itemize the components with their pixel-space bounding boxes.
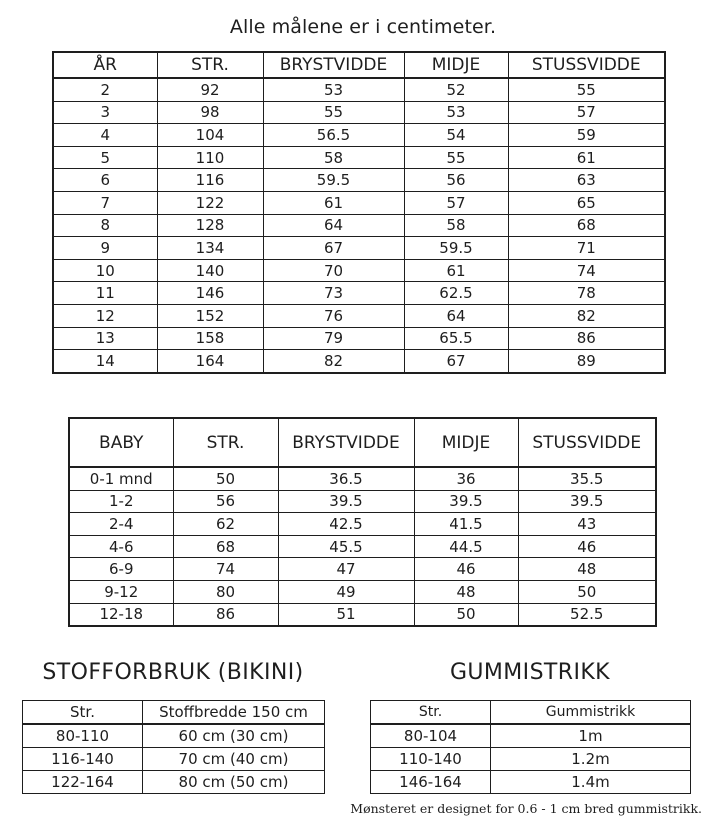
page-heading: Alle målene er i centimeter. xyxy=(229,16,497,38)
table-row xyxy=(53,146,665,169)
table-cell: 152 xyxy=(157,304,263,327)
kids-size-table xyxy=(52,51,666,374)
table-cell: 2 xyxy=(53,78,157,101)
table-cell: 62.5 xyxy=(404,282,508,305)
table-cell: 80 cm (50 cm) xyxy=(143,771,325,794)
column-header-age: ÅR xyxy=(53,52,157,78)
table-row xyxy=(69,603,656,626)
table-cell: 3 xyxy=(53,101,157,124)
table-cell: 50 xyxy=(414,603,518,626)
kids-table-body xyxy=(53,78,665,373)
baby-size-table xyxy=(68,417,657,627)
table-cell: 9 xyxy=(53,237,157,260)
table-cell: 64 xyxy=(404,304,508,327)
table-row xyxy=(23,724,325,748)
table-cell: 8 xyxy=(53,214,157,237)
table-cell: 70 xyxy=(263,259,404,282)
table-cell: 39.5 xyxy=(518,490,656,513)
table-row xyxy=(53,78,665,101)
column-header-hip: STUSSVIDDE xyxy=(508,52,665,78)
table-cell: 73 xyxy=(263,282,404,305)
table-cell: 57 xyxy=(508,101,665,124)
elastic-table-body xyxy=(371,724,691,794)
table-cell: 4 xyxy=(53,124,157,147)
table-cell: 51 xyxy=(278,603,414,626)
table-cell: 82 xyxy=(508,304,665,327)
column-header-size: Str. xyxy=(371,701,491,725)
table-cell: 13 xyxy=(53,327,157,350)
table-header-row xyxy=(53,52,665,78)
table-row xyxy=(69,490,656,513)
table-cell: 5 xyxy=(53,146,157,169)
table-cell: 9-12 xyxy=(69,580,173,603)
table-cell: 10 xyxy=(53,259,157,282)
table-cell: 47 xyxy=(278,558,414,581)
table-row xyxy=(53,350,665,373)
table-cell: 80-104 xyxy=(371,724,491,748)
elastic-table xyxy=(370,700,691,794)
column-header-chest: BRYSTVIDDE xyxy=(263,52,404,78)
table-cell: 2-4 xyxy=(69,513,173,536)
column-header-waist: MIDJE xyxy=(404,52,508,78)
table-cell: 98 xyxy=(157,101,263,124)
table-cell: 74 xyxy=(173,558,278,581)
baby-table-body xyxy=(69,467,656,626)
table-row xyxy=(69,535,656,558)
table-cell: 60 cm (30 cm) xyxy=(143,724,325,748)
table-row xyxy=(69,467,656,490)
table-cell: 134 xyxy=(157,237,263,260)
column-header-size: STR. xyxy=(157,52,263,78)
table-cell: 110 xyxy=(157,146,263,169)
table-row xyxy=(23,771,325,794)
table-cell: 58 xyxy=(404,214,508,237)
table-cell: 6-9 xyxy=(69,558,173,581)
table-cell: 53 xyxy=(404,101,508,124)
table-cell: 89 xyxy=(508,350,665,373)
table-cell: 104 xyxy=(157,124,263,147)
table-cell: 68 xyxy=(508,214,665,237)
table-row xyxy=(53,124,665,147)
table-cell: 39.5 xyxy=(414,490,518,513)
table-cell: 12 xyxy=(53,304,157,327)
table-cell: 46 xyxy=(518,535,656,558)
table-cell: 92 xyxy=(157,78,263,101)
table-row xyxy=(53,327,665,350)
table-cell: 65 xyxy=(508,191,665,214)
table-cell: 116 xyxy=(157,169,263,192)
table-cell: 110-140 xyxy=(371,748,491,771)
table-cell: 76 xyxy=(263,304,404,327)
table-cell: 158 xyxy=(157,327,263,350)
table-cell: 116-140 xyxy=(23,748,143,771)
table-cell: 67 xyxy=(404,350,508,373)
table-cell: 50 xyxy=(173,467,278,490)
table-cell: 128 xyxy=(157,214,263,237)
table-row xyxy=(53,282,665,305)
table-row xyxy=(371,771,691,794)
table-cell: 67 xyxy=(263,237,404,260)
table-cell: 45.5 xyxy=(278,535,414,558)
table-cell: 52 xyxy=(404,78,508,101)
table-cell: 48 xyxy=(518,558,656,581)
table-cell: 12-18 xyxy=(69,603,173,626)
table-cell: 54 xyxy=(404,124,508,147)
table-cell: 56.5 xyxy=(263,124,404,147)
table-cell: 122-164 xyxy=(23,771,143,794)
table-cell: 122 xyxy=(157,191,263,214)
table-cell: 41.5 xyxy=(414,513,518,536)
column-header-hip: STUSSVIDDE xyxy=(518,418,656,467)
table-cell: 86 xyxy=(508,327,665,350)
table-cell: 44.5 xyxy=(414,535,518,558)
table-row xyxy=(53,101,665,124)
table-cell: 36.5 xyxy=(278,467,414,490)
table-row xyxy=(53,191,665,214)
table-row xyxy=(53,237,665,260)
column-header-fabric-width: Stoffbredde 150 cm xyxy=(143,701,325,725)
table-cell: 52.5 xyxy=(518,603,656,626)
table-cell: 39.5 xyxy=(278,490,414,513)
table-cell: 50 xyxy=(518,580,656,603)
table-cell: 74 xyxy=(508,259,665,282)
table-header-row xyxy=(69,418,656,467)
table-cell: 1m xyxy=(491,724,691,748)
table-cell: 80 xyxy=(173,580,278,603)
table-cell: 11 xyxy=(53,282,157,305)
table-cell: 59.5 xyxy=(404,237,508,260)
table-row xyxy=(23,748,325,771)
table-row xyxy=(53,169,665,192)
footnote: Mønsteret er designet for 0.6 - 1 cm bred gummistrikk. xyxy=(350,801,702,816)
table-cell: 61 xyxy=(263,191,404,214)
table-cell: 63 xyxy=(508,169,665,192)
table-cell: 46 xyxy=(414,558,518,581)
table-cell: 49 xyxy=(278,580,414,603)
table-cell: 0-1 mnd xyxy=(69,467,173,490)
table-cell: 64 xyxy=(263,214,404,237)
fabric-usage-table xyxy=(22,700,325,794)
table-cell: 59 xyxy=(508,124,665,147)
table-cell: 6 xyxy=(53,169,157,192)
table-cell: 35.5 xyxy=(518,467,656,490)
table-header-row xyxy=(371,701,691,725)
table-cell: 1.2m xyxy=(491,748,691,771)
column-header-size: STR. xyxy=(173,418,278,467)
table-cell: 56 xyxy=(404,169,508,192)
column-header-chest: BRYSTVIDDE xyxy=(278,418,414,467)
table-cell: 79 xyxy=(263,327,404,350)
table-cell: 82 xyxy=(263,350,404,373)
table-row xyxy=(53,259,665,282)
table-cell: 55 xyxy=(263,101,404,124)
table-cell: 61 xyxy=(508,146,665,169)
table-cell: 1.4m xyxy=(491,771,691,794)
table-cell: 65.5 xyxy=(404,327,508,350)
table-row xyxy=(69,513,656,536)
column-header-size: Str. xyxy=(23,701,143,725)
table-header-row xyxy=(23,701,325,725)
fabric-usage-title: STOFFORBRUK (BIKINI) xyxy=(42,660,304,685)
table-cell: 53 xyxy=(263,78,404,101)
table-cell: 55 xyxy=(404,146,508,169)
table-cell: 62 xyxy=(173,513,278,536)
table-cell: 42.5 xyxy=(278,513,414,536)
table-cell: 56 xyxy=(173,490,278,513)
table-cell: 80-110 xyxy=(23,724,143,748)
table-row xyxy=(371,748,691,771)
fabric-table-body xyxy=(23,724,325,794)
table-cell: 1-2 xyxy=(69,490,173,513)
table-cell: 78 xyxy=(508,282,665,305)
table-cell: 146 xyxy=(157,282,263,305)
table-cell: 57 xyxy=(404,191,508,214)
column-header-waist: MIDJE xyxy=(414,418,518,467)
column-header-elastic: Gummistrikk xyxy=(491,701,691,725)
table-cell: 59.5 xyxy=(263,169,404,192)
table-cell: 146-164 xyxy=(371,771,491,794)
table-cell: 4-6 xyxy=(69,535,173,558)
table-cell: 48 xyxy=(414,580,518,603)
table-cell: 55 xyxy=(508,78,665,101)
elastic-title: GUMMISTRIKK xyxy=(449,660,611,685)
table-cell: 68 xyxy=(173,535,278,558)
table-cell: 140 xyxy=(157,259,263,282)
table-cell: 14 xyxy=(53,350,157,373)
column-header-baby: BABY xyxy=(69,418,173,467)
table-cell: 58 xyxy=(263,146,404,169)
table-cell: 86 xyxy=(173,603,278,626)
table-cell: 43 xyxy=(518,513,656,536)
table-row xyxy=(69,558,656,581)
table-row xyxy=(53,304,665,327)
table-cell: 71 xyxy=(508,237,665,260)
table-cell: 164 xyxy=(157,350,263,373)
table-row xyxy=(69,580,656,603)
table-cell: 36 xyxy=(414,467,518,490)
table-cell: 70 cm (40 cm) xyxy=(143,748,325,771)
table-row xyxy=(53,214,665,237)
table-cell: 61 xyxy=(404,259,508,282)
table-cell: 7 xyxy=(53,191,157,214)
table-row xyxy=(371,724,691,748)
